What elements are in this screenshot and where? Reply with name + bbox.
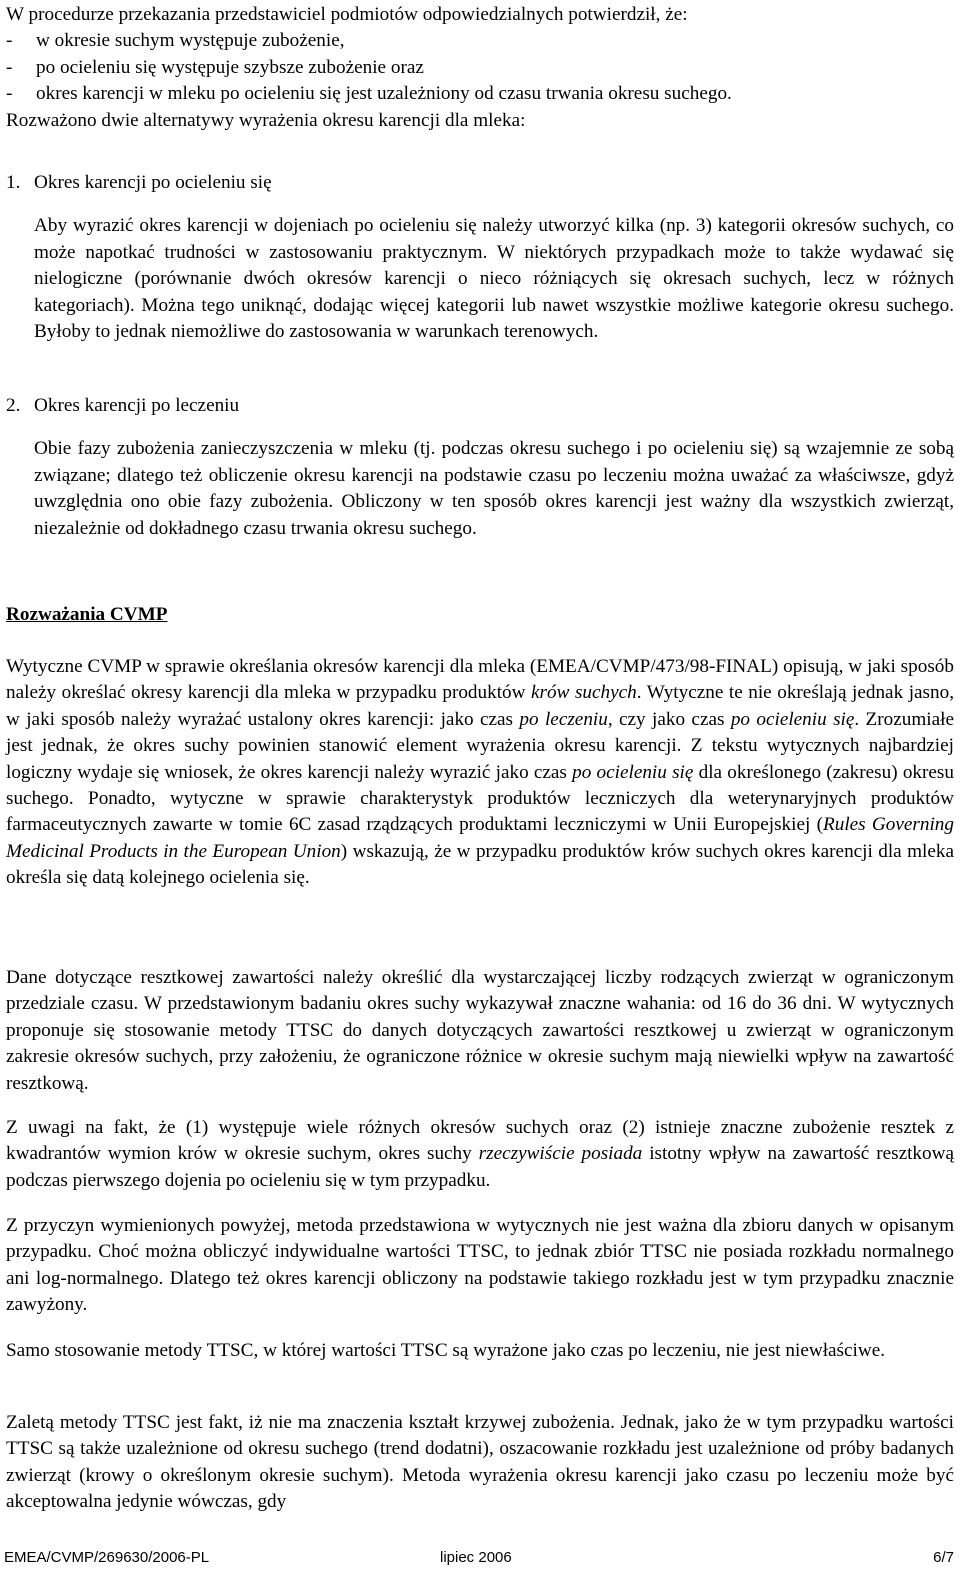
text-run: . Zrozumiałe jest jednak, że okres suchy powinien stanowić element wyrażenia okresu karencji. Z tekstu wytycznych najbardziej logiczny wydaje się wniosek, że okres karencji należy wyrazić jako czas [6,708,954,783]
bullet-text: po ocieleniu się występuje szybsze zubożenie oraz [36,56,424,78]
italic-run: rzeczywiście posiada [478,1143,643,1165]
bullet-item [6,28,954,54]
text-run: Wytyczne CVMP w sprawie określania okresów karencji dla mleka (EMEA/CVMP/473/98-FINAL) opisują, w jaki sposób należy określać okresy karencji dla mleka w przypadku produktów [6,656,954,704]
section-2-number: 2. [6,395,21,416]
section-1-heading [6,170,954,196]
cvmp-paragraph-2: Dane dotyczące resztkowej zawartości należy określić dla wystarczającej liczby rodzących zwierząt w ograniczonym przedziale czasu. W przedstawionym badaniu okres suchy wykazywał znaczne wahania: od 16 do 36 dni. W wytycznych proponuje się stosowanie metody TTSC do danych dotyczących zawartości resztkowej u zwierząt w ograniczonym zakresie okresów suchych, przy założeniu, że ograniczone różnice w okresie suchym mają niewielki wpływ na zawartość resztkową. [6,967,954,1094]
section-1-number: 1. [6,172,21,193]
bullet-marker: - [6,56,13,78]
italic-run: po leczeniu [519,708,608,730]
cvmp-paragraph-3 [6,1115,954,1194]
italic-run: Rules Governing Medicinal Products in the European Union [6,814,954,862]
section-2-title: Okres karencji po leczeniu [34,395,240,416]
bullet-text: w okresie suchym występuje zubożenie, [36,30,345,52]
cvmp-heading: Rozważania CVMP [6,604,168,625]
section-1-title: Okres karencji po ocieleniu się [34,172,272,193]
italic-run: po ocieleniu się [730,708,855,730]
intro-lead: W procedurze przekazania przedstawiciel podmiotów odpowiedzialnych potwierdził, że: [6,4,688,25]
section-2-body: Obie fazy zubożenia zanieczyszczenia w mleku (tj. podczas okresu suchego i po ocieleniu się) są wzajemnie ze sobą związane; dlatego też obliczenie okresu karencji na podstawie czasu po leczeniu można uważać za właściwsze, gdyż uwzględnia ono obie fazy zubożenia. Obliczony w ten sposób okres karencji jest ważny dla wszystkich zwierząt, niezależnie od dokładnego czasu trwania okresu suchego. [34,438,954,539]
cvmp-paragraph-6: Zaletą metody TTSC jest fakt, iż nie ma znaczenia kształt krzywej zubożenia. Jednak, jako że w tym przypadku wartości TTSC są także uzależnione od okresu suchego (trend dodatni), oszacowanie rozkładu jest uzależnione od próby badanych zwierząt (krowy o określonym okresie suchym). Metoda wyrażenia okresu karencji jako czasu po leczeniu może być akceptowalna jedynie wówczas, gdy [6,1412,954,1513]
cvmp-paragraph-1 [6,654,954,892]
bullet-item [6,81,954,107]
alternatives-line: Rozważono dwie alternatywy wyrażenia okresu karencji dla mleka: [6,109,526,131]
footer-page-number: 6/7 [933,1549,954,1566]
text-run: ) wskazują, że w przypadku produktów krów suchych okres karencji dla mleka określa się datą kolejnego ocielenia się. [6,840,955,889]
section-2 [6,393,954,542]
bullet-marker: - [6,30,13,52]
italic-run: krów suchych [531,682,637,704]
section-1-body: Aby wyrazić okres karencji w dojeniach po ocieleniu się należy utworzyć kilka (np. 3) kategorii okresów suchych, co może napotkać trudności w zastosowaniu praktycznym. W niektórych przypadkach może to także wydawać się nielogiczne (porównanie dwóch okresów karencji o nieco różniących się okresach suchych, lecz w różnych kategoriach). Można tego uniknąć, dodając więcej kategorii lub nawet wszystkie możliwe kategorie okresu suchego. Byłoby to jednak niemożliwe do zastosowania w warunkach terenowych. [34,215,954,343]
bullet-marker: - [6,83,13,105]
cvmp-paragraph-5: Samo stosowanie metody TTSC, w której wartości TTSC są wyrażone jako czas po leczeniu, nie jest niewłaściwe. [6,1340,886,1361]
bullet-item [6,55,954,81]
text-run: . Wytyczne te nie określają jednak jasno, w jaki sposób należy wyrażać ustalony okres karencji: jako czas [6,682,954,730]
text-run: istotny wpływ na zawartość resztkową podczas pierwszego dojenia po ocieleniu się w tym przypadku. [6,1143,954,1191]
section-1 [6,170,954,345]
section-2-heading [6,393,954,419]
bullet-text: okres karencji w mleku po ocieleniu się jest uzależniony od czasu trwania okresu suchego. [36,83,732,105]
text-run: dla określonego (zakresu) okresu suchego. Ponadto, wytyczne w sprawie charakterystyk produktów leczniczych dla weterynaryjnych produktów farmaceutycznych zawarte w tomie 6C zasad rządzących produktami leczniczymi w Unii Europejskiej ( [6,761,954,836]
footer-reference: EMEA/CVMP/269630/2006-PL [4,1549,210,1566]
intro [6,2,954,134]
italic-run: po ocieleniu się [572,761,694,783]
page-footer [0,1543,954,1573]
cvmp-paragraph-4: Z przyczyn wymienionych powyżej, metoda przedstawiona w wytycznych nie jest ważna dla zbioru danych w opisanym przypadku. Choć można obliczyć indywidualne wartości TTSC, to jednak zbiór TTSC nie posiada rozkładu normalnego ani log-normalnego. Dlatego też okres karencji obliczony na podstawie takiego rozkładu jest w tym przypadku znacznie zawyżony. [6,1215,954,1316]
text-run: Z uwagi na fakt, że (1) występuje wiele różnych okresów suchych oraz (2) istnieje znaczne zubożenie resztek z kwadrantów wymion krów w okresie suchym, okres suchy [6,1117,954,1165]
footer-date: lipiec 2006 [440,1549,512,1566]
text-run: , czy jako czas [607,708,731,730]
